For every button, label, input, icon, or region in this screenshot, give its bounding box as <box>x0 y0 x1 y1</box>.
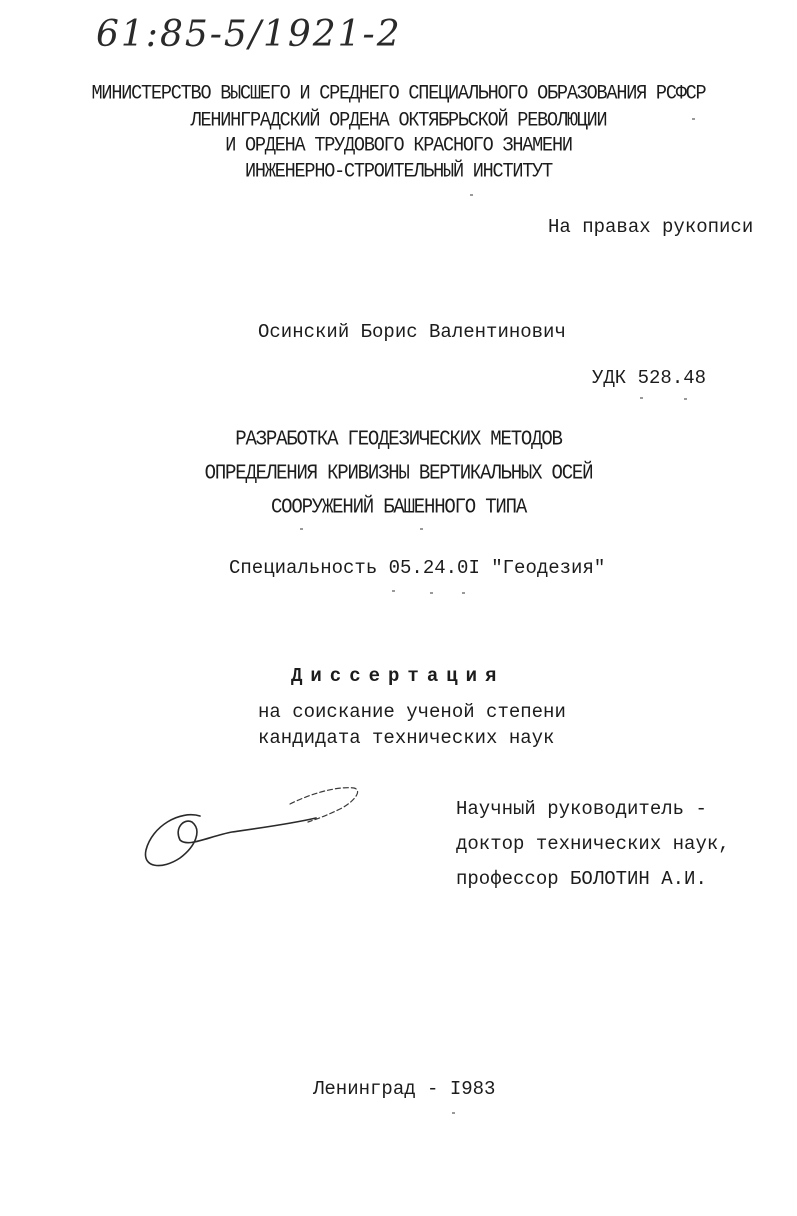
scan-speck <box>430 592 433 594</box>
institution-line-3: ИНЖЕНЕРНО-СТРОИТЕЛЬНЫЙ ИНСТИТУТ <box>245 160 552 183</box>
title-line-1: РАЗРАБОТКА ГЕОДЕЗИЧЕСКИХ МЕТОДОВ <box>235 426 562 452</box>
city-and-year: Ленинград - I983 <box>313 1078 496 1100</box>
degree-line-2: кандидата технических наук <box>258 727 555 749</box>
author-name: Осинский Борис Валентинович <box>258 321 566 343</box>
scan-speck <box>692 118 695 120</box>
scan-speck <box>470 194 473 196</box>
handwritten-catalog-number: 61:85-5/1921-2 <box>96 14 402 55</box>
scan-speck <box>452 1112 455 1114</box>
scan-speck <box>462 592 465 594</box>
advisor-line-1: Научный руководитель - <box>456 798 707 820</box>
scan-speck <box>392 590 395 592</box>
title-line-3: СООРУЖЕНИЙ БАШЕННОГО ТИПА <box>270 494 527 520</box>
institution-line-1: ЛЕНИНГРАДСКИЙ ОРДЕНА ОКТЯБРЬСКОЙ РЕВОЛЮЦИИ <box>190 109 607 132</box>
scan-speck <box>300 528 303 530</box>
institution-line-2: И ОРДЕНА ТРУДОВОГО КРАСНОГО ЗНАМЕНИ <box>225 134 572 157</box>
specialty-line: Специальность 05.24.0I "Геодезия" <box>229 557 606 579</box>
advisor-line-3: профессор БОЛОТИН А.И. <box>456 868 707 890</box>
scan-speck <box>640 397 643 399</box>
scan-speck <box>684 398 687 400</box>
dissertation-label: Диссертация <box>291 665 505 687</box>
advisor-line-2: доктор технических наук, <box>456 833 730 855</box>
manuscript-rights-note: На правах рукописи <box>548 216 754 238</box>
author-signature <box>140 778 370 878</box>
title-line-2: ОПРЕДЕЛЕНИЯ КРИВИЗНЫ ВЕРТИКАЛЬНЫХ ОСЕЙ <box>204 460 593 486</box>
udk-code: УДК 528.48 <box>592 367 707 389</box>
ministry-heading: МИНИСТЕРСТВО ВЫСШЕГО И СРЕДНЕГО СПЕЦИАЛЬНОГО ОБРАЗОВАНИЯ РСФСР <box>91 82 706 105</box>
scan-speck <box>420 528 423 530</box>
degree-line-1: на соискание ученой степени <box>258 701 566 723</box>
